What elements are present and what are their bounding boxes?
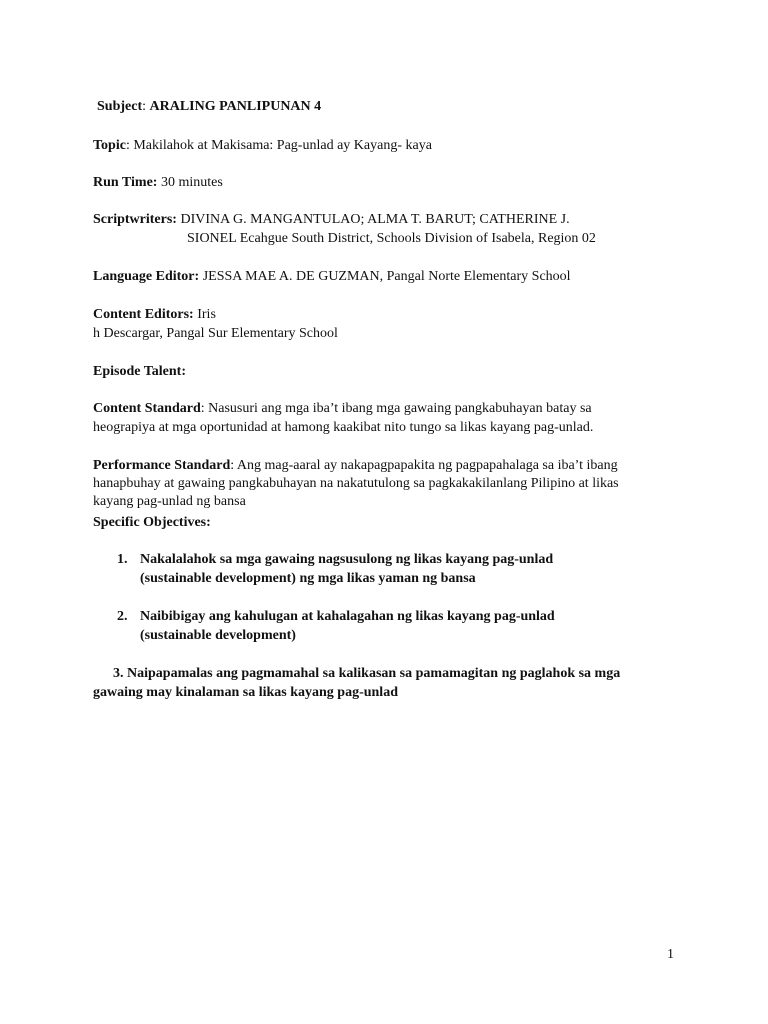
content-standard-label: Content Standard (93, 401, 201, 416)
objective-line1: Naipapamalas ang pagmamahal sa kalikasan sa pamamagitan ng paglahok sa mga (127, 666, 621, 681)
objective-number: 2. (117, 609, 128, 624)
specific-objectives-heading (93, 513, 693, 532)
objective-text (140, 607, 680, 645)
topic-line (93, 136, 693, 155)
subject-sep: : (142, 99, 150, 114)
objective-line1: Nakalalahok sa mga gawaing nagsusulong ng likas kayang pag-unlad (140, 552, 554, 567)
objective-line2: gawaing may kinalaman sa likas kayang pag-unlad (93, 685, 398, 700)
performance-standard-line1: Ang mag-aaral ay nakapagpapakita ng pagpapahalaga sa iba’t ibang (234, 458, 618, 473)
objective-item-2 (117, 607, 707, 643)
subject-line (97, 97, 697, 116)
episode-talent-line (93, 362, 693, 381)
specific-objectives-label: Specific Objectives: (93, 515, 211, 530)
content-standard-line2: heograpiya at mga oportunidad at hamong kaakibat nito tungo sa likas kayang pag-unlad. (93, 420, 594, 435)
topic-value: Makilahok at Makisama: Pag-unlad ay Kayang- kaya (133, 138, 432, 153)
objective-line2: (sustainable development) ng mga likas yaman ng bansa (140, 571, 476, 586)
objective-number: 1. (117, 552, 128, 567)
episode-talent-label: Episode Talent: (93, 364, 186, 379)
performance-standard-line2: hanapbuhay at gawaing pangkabuhayan na nakatutulong sa pagkakakilanlang Pilipino at likas (93, 476, 619, 491)
content-editors-line2: h Descargar, Pangal Sur Elementary School (93, 326, 338, 341)
scriptwriters-line2: SIONEL Ecahgue South District, Schools Division of Isabela, Region 02 (187, 231, 596, 246)
run-time-line (93, 173, 693, 192)
objective-text (140, 550, 680, 588)
performance-standard-block (93, 457, 693, 511)
content-standard-sep: : (200, 401, 205, 416)
content-standard-line1: Nasusuri ang mga iba’t ibang mga gawaing pangkabuhayan batay sa (204, 401, 592, 416)
scriptwriters-label: Scriptwriters: (93, 212, 177, 227)
content-editors-label: Content Editors: (93, 307, 194, 322)
objective-line1: Naibibigay ang kahulugan at kahalagahan ng likas kayang pag-unlad (140, 609, 555, 624)
performance-standard-label: Performance Standard (93, 458, 231, 473)
content-editors-line1: Iris (193, 307, 216, 322)
objective-line2: (sustainable development) (140, 628, 296, 643)
topic-label: Topic (93, 138, 126, 153)
run-time-value: 30 minutes (157, 175, 223, 190)
performance-standard-sep: : (230, 458, 235, 473)
topic-sep: : (125, 138, 134, 153)
run-time-label: Run Time: (93, 175, 158, 190)
objective-item-3 (93, 664, 693, 702)
page-number: 1 (667, 947, 674, 962)
performance-standard-line3: kayang pag-unlad ng bansa (93, 494, 246, 509)
language-editor-value: JESSA MAE A. DE GUZMAN, Pangal Norte Elementary School (199, 269, 571, 284)
objective-number: 3. (113, 666, 124, 681)
scriptwriters-block (93, 210, 713, 248)
scriptwriters-line1: DIVINA G. MANGANTULAO; ALMA T. BARUT; CATHERINE J. (176, 212, 570, 227)
subject-value: ARALING PANLIPUNAN 4 (149, 99, 322, 114)
content-editors-block (93, 305, 693, 343)
objective-item-1 (117, 550, 707, 586)
language-editor-line (93, 267, 713, 286)
subject-label: Subject (97, 99, 143, 114)
language-editor-label: Language Editor: (93, 269, 200, 284)
content-standard-block (93, 399, 693, 437)
